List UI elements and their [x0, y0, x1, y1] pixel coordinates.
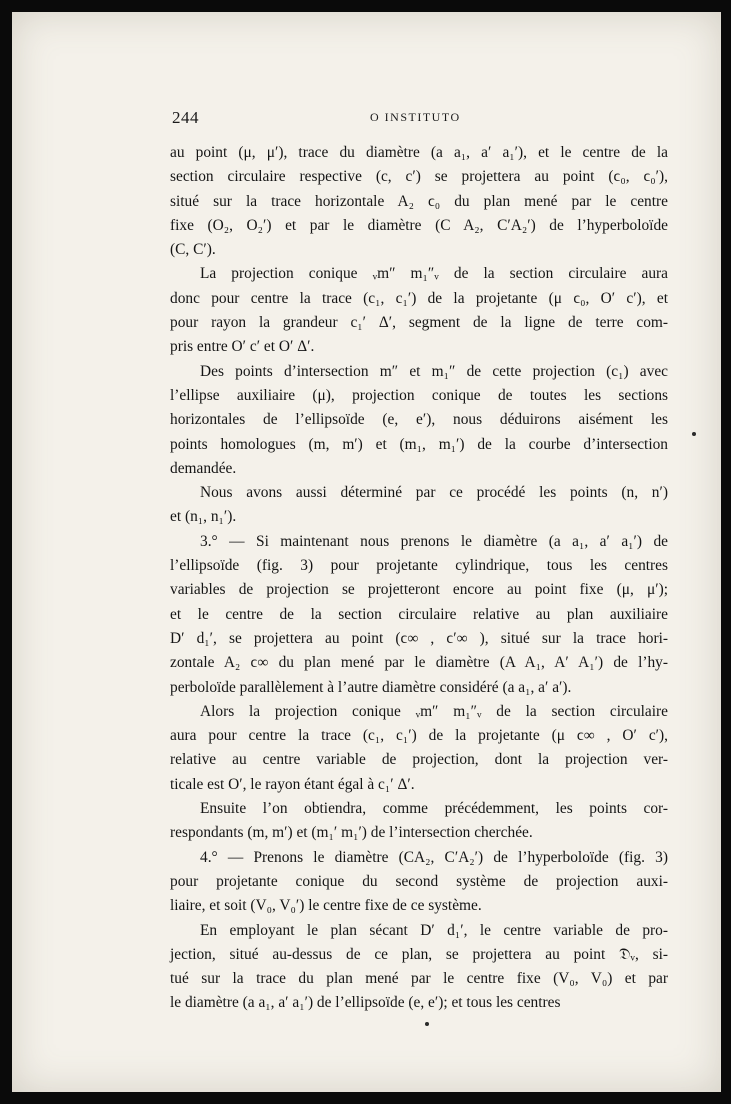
specks [692, 432, 696, 436]
text-line: 4.° — Prenons le diamètre (CA₂, C′A₂′) de l’hyperboloïde (fig. 3) [200, 848, 668, 866]
text-line: situé sur la trace horizontale A₂ ϲ₀ du plan mené par le centre [170, 192, 668, 210]
text-line: aura pour centre la trace (c₁, c₁′) de la projetante (μ ϲ∞ , O′ c′), [170, 727, 668, 745]
text-line: Nous avons aussi déterminé par ce procédé les points (n, n′) [200, 484, 668, 502]
paragraph-p5 [170, 530, 668, 700]
page-header [172, 108, 672, 138]
text-line: zontale A₂ ϲ∞ du plan mené par le diamètre (A A₁, A′ A₁′) de l’hy- [170, 654, 668, 672]
text-line: jection, situé au-dessus de ce plan, se projettera au point 𝔇ᵥ, si- [170, 945, 668, 963]
paragraph-p9 [170, 919, 668, 1016]
text-line: tué sur la trace du plan mené par le centre fixe (V₀, V₀) et par [170, 970, 668, 988]
text-line: variables de projection se projetteront encore au point fixe (μ, μ′); [170, 581, 668, 599]
text-line: pour projetante conique du second système de projection auxi- [170, 872, 668, 890]
text-line: et (n₁, n₁′). [170, 508, 237, 526]
book-page [12, 12, 721, 1092]
page-number: 244 [172, 108, 199, 127]
specks [425, 1022, 429, 1026]
text-line: respondants (m, m′) et (m₁′ m₁′) de l’intersection cherchée. [170, 824, 533, 842]
text-line: au point (μ, μ′), trace du diamètre (a a₁, a′ a₁′), et le centre de la [170, 144, 668, 161]
text-line: ticale est O′, le rayon étant égal à c₁′ Δ′. [170, 775, 415, 793]
text-line: pour rayon la grandeur c₁′ Δ′, segment de la ligne de terre com- [170, 314, 668, 332]
text-line: donc pour centre la trace (c₁, c₁′) de la projetante (μ ϲ₀, O′ c′), et [170, 289, 668, 307]
text-line: fixe (O₂, O₂′) et par le diamètre (C A₂, C′A₂′) de l’hyperboloïde [170, 216, 668, 234]
text-line: section circulaire respective (c, c′) se projettera au point (ϲ₀, ϲ₀′), [170, 168, 668, 186]
paragraph-p4 [170, 481, 668, 530]
text-line: perboloïde parallèlement à l’autre diamètre considéré (a a₁, a′ a′). [170, 678, 572, 696]
paragraph-p2 [170, 262, 668, 359]
paragraph-p6 [170, 700, 668, 797]
text-line: horizontales de l’ellipsoïde (e, e′), nous déduirons aisément les [170, 411, 668, 429]
text-line: pris entre O′ c′ et O′ Δ′. [170, 338, 315, 356]
text-line: En employant le plan sécant D′ d₁′, le centre variable de pro- [200, 921, 668, 939]
paragraph-p8 [170, 846, 668, 919]
text-line: Ensuite l’on obtiendra, comme précédemment, les points cor- [200, 800, 668, 818]
paragraph-p1 [170, 141, 668, 262]
text-line: le diamètre (a a₁, a′ a₁′) de l’ellipsoïde (e, e′); et tous les centres [170, 994, 561, 1012]
text-line: Alors la projection conique ᵥm″ m₁″ᵥ de la section circulaire [200, 702, 668, 720]
paragraph-p3 [170, 360, 668, 481]
text-line: Des points d’intersection m″ et m₁″ de cette projection (c₁) avec [200, 362, 668, 380]
text-line: l’ellipsoïde (fig. 3) pour projetante cylindrique, tous les centres [170, 557, 668, 575]
text-line: demandée. [170, 459, 237, 477]
text-line: 3.° — Si maintenant nous prenons le diamètre (a a₁, a′ a₁′) de [200, 532, 668, 550]
text-line: points homologues (m, m′) et (m₁, m₁′) de la courbe d’intersection [170, 435, 668, 453]
text-line: La projection conique ᵥm″ m₁″ᵥ de la section circulaire aura [200, 265, 668, 283]
page-body-text [170, 141, 668, 1016]
text-line: et le centre de la section circulaire relative au plan auxiliaire [170, 605, 668, 623]
text-line: l’ellipse auxiliaire (μ), projection conique de toutes les sections [170, 386, 668, 404]
paragraph-p7 [170, 797, 668, 846]
text-line: liaire, et soit (V₀, V₀′) le centre fixe de ce système. [170, 897, 482, 915]
text-line: D′ d₁′, se projettera au point (ϲ∞ , ϲ′∞ ), situé sur la trace hori- [170, 629, 668, 647]
text-line: (C, C′). [170, 241, 216, 259]
running-head: O INSTITUTO [370, 110, 461, 124]
text-line: relative au centre variable de projection, dont la projection ver- [170, 751, 668, 769]
